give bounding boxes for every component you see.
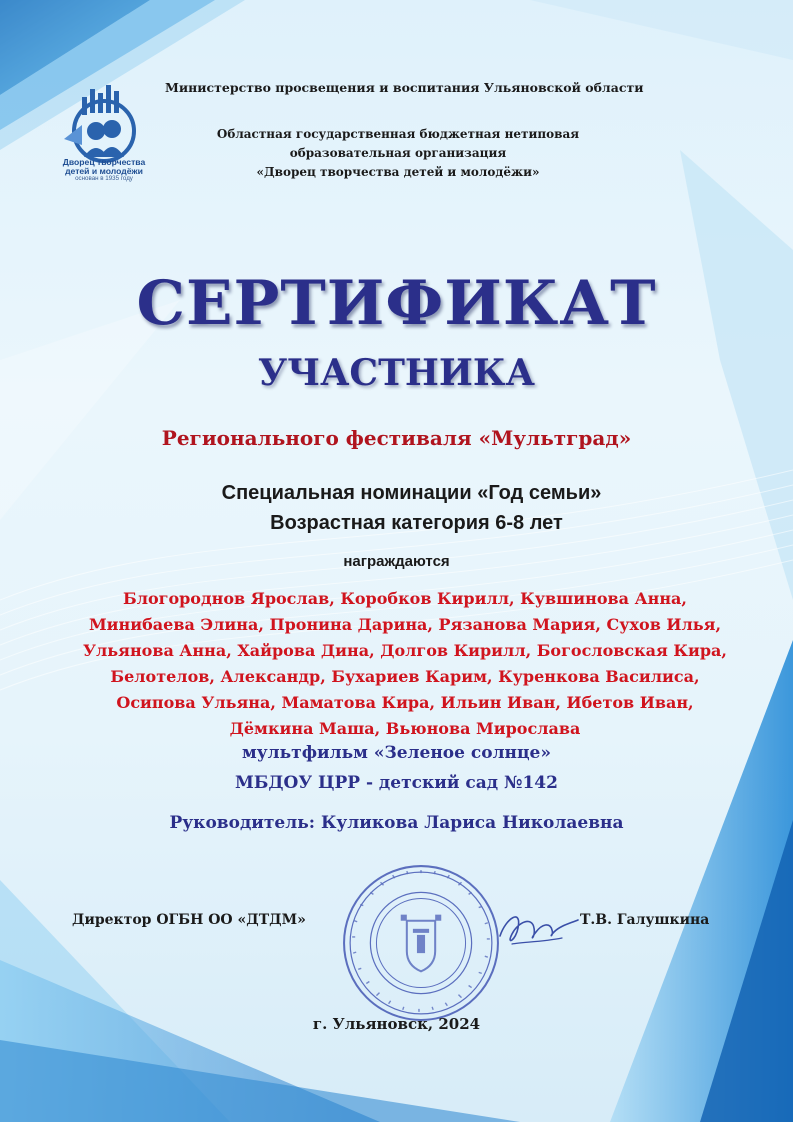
- festival-name: Регионального фестиваля «Мультград»: [161, 426, 632, 450]
- official-stamp-icon: [340, 862, 502, 1024]
- participants-line: Осипова Ульяна, Маматова Кира, Ильин Иван, Ибетов Иван,: [116, 693, 694, 712]
- organization-name: [198, 125, 598, 182]
- awarded-label: награждаются: [343, 553, 450, 570]
- participants-line: Дёмкина Маша, Вьюнова Мирослава: [229, 719, 581, 738]
- logo-caption: [52, 158, 156, 183]
- participants-line: Минибаева Элина, Пронина Дарина, Рязанова Мария, Сухов Илья,: [88, 615, 722, 634]
- logo-line-1: Дворец творчества: [62, 157, 146, 167]
- participants-line: Белотелов, Александр, Бухариев Карим, Куренкова Василиса,: [110, 667, 700, 686]
- organization-line-3: «Дворец творчества детей и молодёжи»: [256, 165, 540, 179]
- ministry-title: Министерство просвещения и воспитания Ульяновской области: [165, 80, 644, 95]
- nomination-block: [0, 478, 793, 538]
- participants-line: Блогороднов Ярослав, Коробков Кирилл, Кувшинова Анна,: [123, 589, 687, 608]
- director-signature: [492, 898, 582, 958]
- director-name: Т.В. Галушкина: [580, 912, 710, 928]
- logo-line-2: детей и молодёжи: [65, 166, 143, 177]
- age-category: Возрастная категория 6-8 лет: [270, 512, 563, 534]
- nomination: Специальная номинации «Год семьи»: [221, 482, 602, 504]
- logo-line-3: основан в 1935 году: [75, 175, 133, 183]
- city-year: г. Ульяновск, 2024: [312, 1015, 481, 1033]
- organization-line-1: Областная государственная бюджетная нетиповая: [216, 127, 580, 141]
- participants-list: [60, 586, 750, 742]
- leader-name: Руководитель: Куликова Лариса Николаевна: [169, 813, 624, 833]
- director-label: Директор ОГБН ОО «ДТДМ»: [72, 912, 306, 928]
- school-name: МБДОУ ЦРР - детский сад №142: [235, 773, 558, 793]
- participants-line: Ульянова Анна, Хайрова Дина, Долгов Кирилл, Богословская Кира,: [83, 641, 727, 660]
- certificate-subtitle: УЧАСТНИКА: [258, 352, 535, 394]
- organization-line-2: образовательная организация: [289, 146, 507, 160]
- film-title: мультфильм «Зеленое солнце»: [242, 743, 551, 763]
- certificate-title: СЕРТИФИКАТ: [136, 268, 657, 339]
